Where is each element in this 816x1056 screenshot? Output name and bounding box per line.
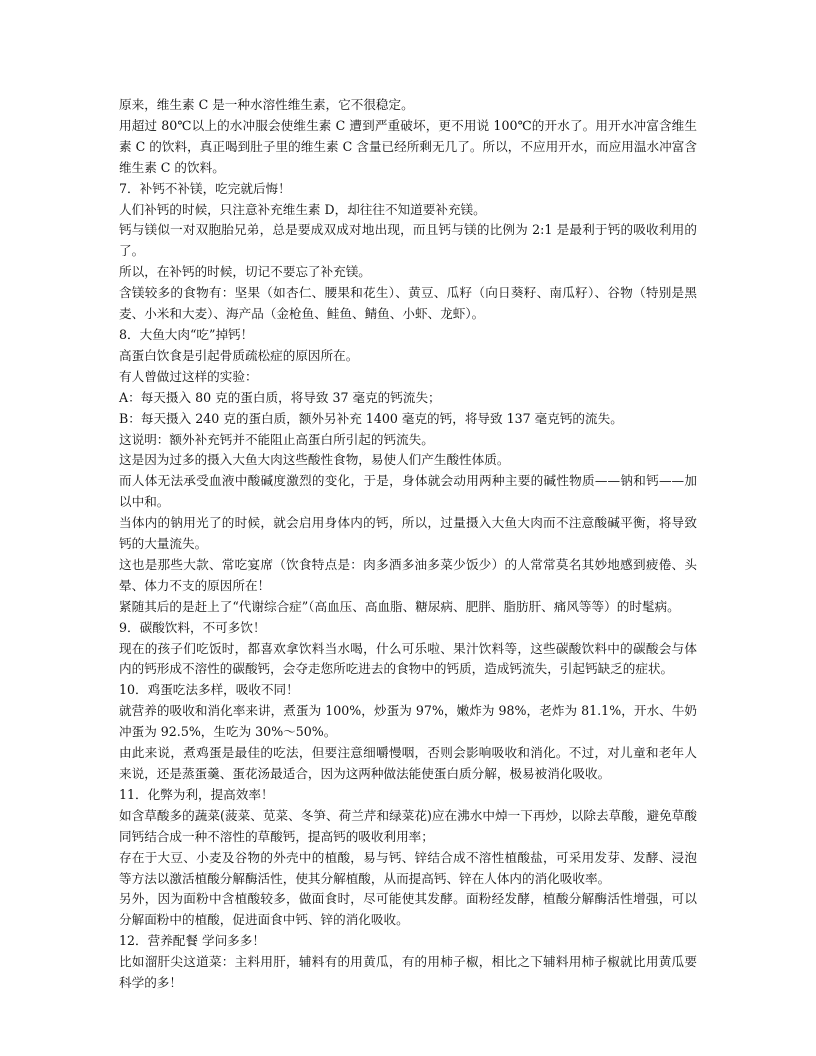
paragraph: 当体内的钠用光了的时候，就会启用身体内的钙，所以，过量摄入大鱼大肉而不注意酸碱平衡，将导致钙的大量流失。: [119, 515, 697, 552]
paragraph: 另外，因为面粉中含植酸较多，做面食时，尽可能使其发酵。面粉经发酵，植酸分解酶活性增强，可以分解面粉中的植酸，促进面食中钙、锌的消化吸收。: [119, 891, 697, 928]
paragraph: 如含草酸多的蔬菜(菠菜、苋菜、冬笋、荷兰芹和绿菜花)应在沸水中焯一下再炒，以除去草酸，避免草酸同钙结合成一种不溶性的草酸钙，提高钙的吸收利用率；: [119, 807, 697, 844]
paragraph: 这也是那些大款、常吃宴席（饮食特点是：肉多酒多油多菜少饭少）的人常常莫名其妙地感到疲倦、头晕、体力不支的原因所在！: [119, 556, 697, 593]
paragraph: B：每天摄入 240 克的蛋白质，额外另补充 1400 毫克的钙，将导致 137 毫克钙的流失。: [119, 410, 623, 426]
section-heading: 11．化弊为利，提高效率！: [119, 786, 274, 802]
paragraph: 人们补钙的时候，只注意补充维生素 D，却往往不知道要补充镁。: [119, 201, 486, 217]
paragraph: 这说明：额外补充钙并不能阻止高蛋白所引起的钙流失。: [119, 431, 434, 447]
paragraph: 所以，在补钙的时候，切记不要忘了补充镁。: [119, 264, 371, 280]
section-heading: 10．鸡蛋吃法多样，吸收不同！: [119, 682, 299, 698]
section-heading: 8．大鱼大肉“吃”掉钙！: [119, 326, 254, 342]
paragraph: 用超过 80℃以上的水冲服会使维生素 C 遭到严重破坏，更不用说 100℃的开水了。用开水冲富含维生素 C 的饮料，真正喝到肚子里的维生素 C 含量已经所剩无几了。所以，不应用开水，而应用温水冲富含维生素 C 的饮料。: [119, 117, 697, 175]
paragraph: 现在的孩子们吃饭时，都喜欢拿饮料当水喝，什么可乐啦、果汁饮料等，这些碳酸饮料中的碳酸会与体内的钙形成不溶性的碳酸钙，会夺走您所吃进去的食物中的钙质，造成钙流失，引起钙缺乏的症状。: [119, 640, 697, 677]
section-heading: 9．碳酸饮料，不可多饮！: [119, 619, 266, 635]
paragraph: 比如溜肝尖这道菜：主料用肝，辅料有的用黄瓜，有的用柿子椒，相比之下辅料用柿子椒就比用黄瓜要科学的多！: [119, 954, 697, 991]
section-heading: 12．营养配餐 学问多多！: [119, 933, 265, 949]
paragraph: 钙与镁似一对双胞胎兄弟，总是要成双成对地出现，而且钙与镁的比例为 2:1 是最利于钙的吸收利用的了。: [119, 222, 697, 259]
paragraph: 原来，维生素 C 是一种水溶性维生素，它不很稳定。: [119, 97, 414, 112]
paragraph: 这是因为过多的摄入大鱼大肉这些酸性食物，易使人们产生酸性体质。: [119, 452, 510, 468]
paragraph: 高蛋白饮食是引起骨质疏松症的原因所在。: [119, 347, 359, 363]
paragraph: 由此来说，煮鸡蛋是最佳的吃法，但要注意细嚼慢咽，否则会影响吸收和消化。不过，对儿童和老年人来说，还是蒸蛋羹、蛋花汤最适合，因为这两种做法能使蛋白质分解，极易被消化吸收。: [119, 745, 697, 781]
section-heading: 7．补钙不补镁，吃完就后悔！: [119, 180, 291, 196]
paragraph: 紧随其后的是赶上了“代谢综合症”（高血压、高血脂、糖尿病、肥胖、脂肪肝、痛风等等）的时髦病。: [119, 598, 680, 614]
paragraph: A：每天摄入 80 克的蛋白质，将导致 37 毫克的钙流失；: [119, 389, 441, 405]
paragraph: 有人曾做过这样的实验：: [119, 368, 258, 384]
paragraph: 含镁较多的食物有：坚果（如杏仁、腰果和花生）、黄豆、瓜籽（向日葵籽、南瓜籽）、谷物（特别是黑麦、小米和大麦）、海产品（金枪鱼、鲑鱼、鲭鱼、小虾、龙虾）。: [119, 285, 697, 322]
document-body: [119, 95, 697, 994]
paragraph: 存在于大豆、小麦及谷物的外壳中的植酸，易与钙、锌结合成不溶性植酸盐，可采用发芽、发酵、浸泡等方法以激活植酸分解酶活性，使其分解植酸，从而提高钙、锌在人体内的消化吸收率。: [119, 849, 697, 886]
paragraph: 而人体无法承受血液中酸碱度激烈的变化，于是，身体就会动用两种主要的碱性物质——钠和钙——加以中和。: [119, 473, 697, 510]
paragraph: 就营养的吸收和消化率来讲，煮蛋为 100%，炒蛋为 97%，嫩炸为 98%，老炸为 81.1%，开水、牛奶冲蛋为 92.5%，生吃为 30%～50%。: [119, 703, 697, 740]
